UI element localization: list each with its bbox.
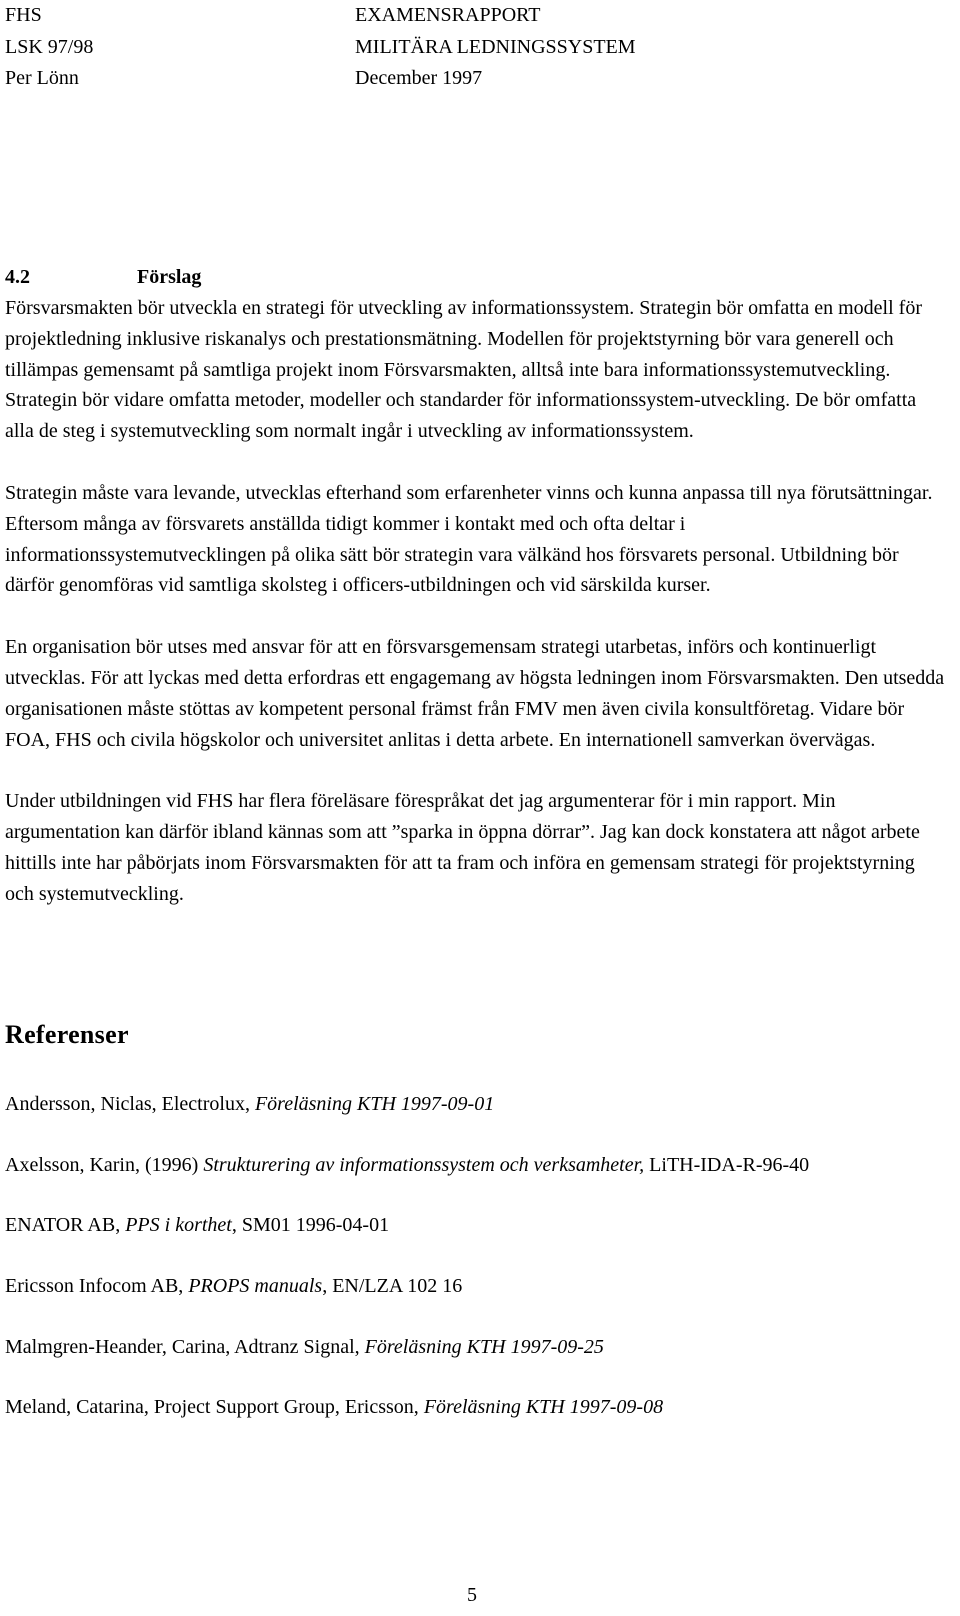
header-author: Per Lönn — [5, 67, 79, 89]
section-title: Förslag — [137, 266, 202, 288]
reference-list — [5, 1089, 940, 1453]
reference-text: ENATOR AB, — [5, 1214, 126, 1237]
reference-item — [5, 1210, 940, 1241]
references-heading: Referenser — [5, 1020, 129, 1049]
section-body — [5, 293, 945, 941]
page-header — [5, 0, 945, 95]
reference-text: Malmgren-Heander, Carina, Adtranz Signal, — [5, 1335, 365, 1358]
reference-text: Andersson, Niclas, Electrolux, — [5, 1093, 255, 1115]
header-date: December 1997 — [355, 67, 483, 89]
reference-text: Axelsson, Karin, (1996) — [5, 1153, 204, 1176]
header-report-type: EXAMENSRAPPORT — [355, 4, 541, 26]
header-report-title: MILITÄRA LEDNINGSSYSTEM — [355, 35, 636, 58]
reference-details: , EN/LZA 102 16 — [322, 1275, 463, 1298]
reference-title: Föreläsning KTH 1997-09-25 — [364, 1335, 604, 1358]
header-row — [5, 63, 945, 95]
paragraph: Strategin måste vara levande, utvecklas efterhand som erfarenheter vinns och kunna anpassa till nya förutsättningar. Eftersom många av försvarets anställda tidigt kommer i kontakt med och ofta deltar i informationssystemutvecklingen på olika sätt bör strategin vara välkänd hos försvarets personal. Utbildning bör därför genomföras vid samtliga skolsteg i officers-utbildningen och vid särskilda kurser. — [5, 481, 933, 597]
reference-item — [5, 1150, 940, 1181]
header-row — [5, 0, 945, 32]
reference-title: PROPS manuals — [188, 1275, 323, 1298]
header-school: FHS — [5, 4, 42, 26]
reference-item — [5, 1089, 940, 1120]
reference-text: Ericsson Infocom AB, — [5, 1275, 189, 1298]
header-row — [5, 32, 945, 64]
section-number: 4.2 — [5, 266, 30, 288]
paragraph: Försvarsmakten bör utveckla en strategi för utveckling av informationssystem. Strategin bör omfatta en modell för projektledning inklusive riskanalys och prestationsmätning. Modellen för projektstyrning bör vara generell och tillämpas gemensamt på samtliga projekt inom Försvarsmakten, alltså inte bara informationssystemutveckling. Strategin bör vidare omfatta metoder, modeller och standarder för informationssystem-utveckling. De bör omfatta alla de steg i systemutveckling som normalt ingår i utveckling av informationssystem. — [5, 297, 922, 443]
header-course: LSK 97/98 — [5, 35, 94, 58]
reference-details: , SM01 1996-04-01 — [231, 1214, 390, 1237]
reference-title: PPS i korthet — [125, 1214, 232, 1237]
page-number: 5 — [467, 1584, 477, 1606]
section-heading — [5, 262, 201, 293]
paragraph: En organisation bör utses med ansvar för att en försvarsgemensam strategi utarbetas, införs och kontinuerligt utvecklas. För att lyckas med detta erfordras ett engagemang av högsta ledningen inom Försvarsmakten. Den utsedda organisationen måste stöttas av kompetent personal främst från FMV men även civila konsultföretag. Vidare bör FOA, FHS och civila högskolor och universitet anlitas i detta arbete. En internationell samverkan övervägas. — [5, 636, 945, 751]
reference-item — [5, 1271, 940, 1302]
reference-title: Föreläsning KTH 1997-09-08 — [423, 1396, 664, 1419]
reference-title: Strukturering av informationssystem och verksamheter, — [203, 1153, 645, 1176]
reference-item — [5, 1392, 940, 1423]
reference-item — [5, 1332, 940, 1363]
reference-details: LiTH-IDA-R-96-40 — [644, 1153, 810, 1176]
reference-title: Föreläsning KTH 1997-09-01 — [254, 1093, 495, 1115]
reference-text: Meland, Catarina, Project Support Group, Ericsson, — [5, 1396, 424, 1419]
paragraph: Under utbildningen vid FHS har flera föreläsare förespråkat det jag argumenterar för i min rapport. Min argumentation kan därför ibland kännas som att ”sparka in öppna dörrar”. Jag kan dock konstatera att något arbete hittills inte har påbörjats inom Försvarsmakten för att ta fram och införa en gemensam strategi för projektstyrning och systemutveckling. — [5, 790, 920, 905]
